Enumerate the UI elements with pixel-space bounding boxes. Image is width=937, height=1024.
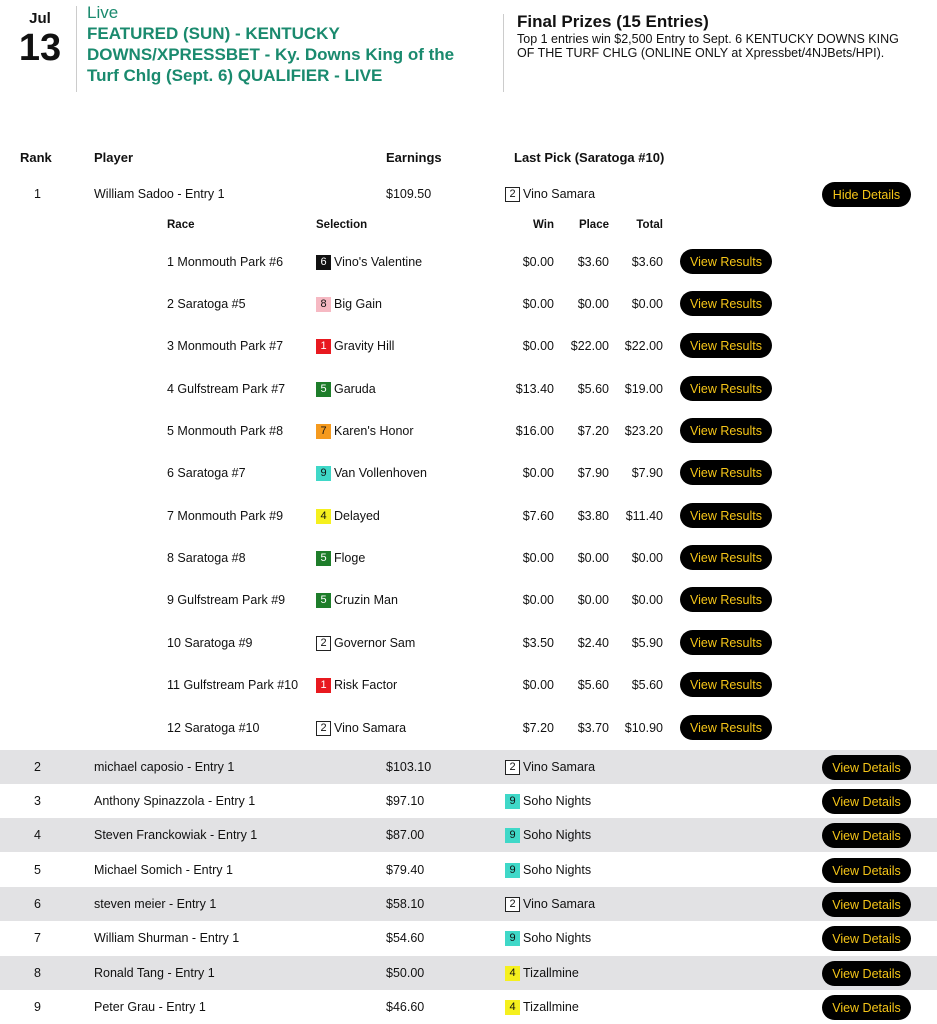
earnings: $54.60 (386, 931, 425, 945)
program-number-badge: 9 (505, 828, 520, 843)
detail-header-place: Place (578, 219, 609, 231)
place-amount: $3.80 (577, 509, 609, 523)
leaderboard-row (0, 853, 937, 887)
last-pick-horse: Soho Nights (523, 931, 592, 945)
program-number-badge: 4 (316, 509, 331, 524)
place-amount: $5.60 (577, 678, 609, 692)
place-amount: $5.60 (577, 382, 609, 396)
earnings: $103.10 (386, 760, 432, 774)
last-pick-horse: Tizallmine (523, 1000, 579, 1014)
selection (316, 325, 394, 367)
program-number-badge: 2 (505, 187, 520, 202)
earnings: $79.40 (386, 863, 425, 877)
rank: 7 (34, 931, 41, 945)
column-header-earnings: Earnings (386, 150, 442, 165)
live-status: Live (87, 3, 119, 22)
race-detail-row (0, 495, 937, 537)
leaderboard-row (0, 177, 937, 211)
win-amount: $13.40 (515, 382, 554, 396)
win-amount: $0.00 (522, 593, 554, 607)
view-details-button[interactable]: View Details (822, 823, 911, 848)
last-pick (505, 818, 591, 852)
selection (316, 368, 376, 410)
contest-title: FEATURED (SUN) - KENTUCKY DOWNS/XPRESSBET - Ky. Downs King of the Turf Chlg (Sept. 6) QUALIFIER - LIVE (87, 24, 455, 85)
contest-title-block (87, 3, 487, 86)
leaderboard-row (0, 921, 937, 955)
race-name: 9 Gulfstream Park #9 (167, 593, 286, 607)
leaderboard-row (0, 784, 937, 818)
total-amount: $23.20 (624, 424, 663, 438)
race-name: 2 Saratoga #5 (167, 297, 246, 311)
last-pick (505, 853, 591, 887)
program-number-badge: 8 (316, 297, 331, 312)
selection-horse: Risk Factor (334, 678, 398, 692)
selection-horse: Delayed (334, 509, 380, 523)
program-number-badge: 4 (505, 966, 520, 981)
rank: 2 (34, 760, 41, 774)
player-name: Michael Somich - Entry 1 (94, 863, 233, 877)
earnings: $97.10 (386, 794, 425, 808)
selection-horse: Van Vollenhoven (334, 466, 427, 480)
race-detail-row (0, 622, 937, 664)
player-name: steven meier - Entry 1 (94, 897, 217, 911)
divider (76, 6, 77, 92)
earnings: $46.60 (386, 1000, 425, 1014)
win-amount: $3.50 (522, 636, 554, 650)
program-number-badge: 7 (316, 424, 331, 439)
total-amount: $10.90 (624, 721, 663, 735)
view-results-button[interactable]: View Results (680, 460, 772, 485)
view-details-button[interactable]: View Details (822, 995, 911, 1020)
column-header-player: Player (94, 150, 134, 165)
last-pick (505, 177, 595, 211)
detail-header-win: Win (533, 219, 554, 231)
win-amount: $0.00 (522, 678, 554, 692)
contest-date (18, 10, 62, 67)
detail-header-total: Total (636, 219, 663, 231)
selection-horse: Big Gain (334, 297, 382, 311)
earnings: $109.50 (386, 187, 432, 201)
place-amount: $3.60 (577, 255, 609, 269)
race-name: 10 Saratoga #9 (167, 636, 253, 650)
total-amount: $0.00 (631, 593, 663, 607)
column-header-last-pick: Last Pick (Saratoga #10) (514, 150, 665, 165)
program-number-badge: 2 (316, 721, 331, 736)
view-details-button[interactable]: View Details (822, 961, 911, 986)
win-amount: $0.00 (522, 297, 554, 311)
race-detail-row (0, 241, 937, 283)
total-amount: $11.40 (625, 509, 663, 523)
player-name: michael caposio - Entry 1 (94, 760, 235, 774)
selection-horse: Gravity Hill (334, 339, 395, 353)
selection-horse: Karen's Honor (334, 424, 414, 438)
player-name: Peter Grau - Entry 1 (94, 1000, 206, 1014)
view-results-button[interactable]: View Results (680, 715, 772, 740)
rank: 5 (34, 863, 41, 877)
win-amount: $7.60 (522, 509, 554, 523)
place-amount: $22.00 (570, 339, 609, 353)
total-amount: $0.00 (631, 551, 663, 565)
place-amount: $0.00 (577, 551, 609, 565)
contest-header (0, 0, 937, 100)
race-name: 8 Saratoga #8 (167, 551, 246, 565)
player-name: William Shurman - Entry 1 (94, 931, 240, 945)
view-results-button[interactable]: View Results (680, 291, 772, 316)
program-number-badge: 6 (316, 255, 331, 270)
selection (316, 410, 414, 452)
race-detail-row (0, 283, 937, 325)
race-detail-row (0, 579, 937, 621)
last-pick-horse: Soho Nights (523, 794, 592, 808)
view-results-button[interactable]: View Results (680, 249, 772, 274)
selection (316, 707, 406, 749)
last-pick (505, 750, 595, 784)
place-amount: $2.40 (577, 636, 609, 650)
view-details-button[interactable]: View Details (822, 789, 911, 814)
race-name: 5 Monmouth Park #8 (167, 424, 284, 438)
race-name: 1 Monmouth Park #6 (167, 255, 284, 269)
program-number-badge: 1 (316, 339, 331, 354)
rank: 1 (34, 187, 41, 201)
race-name: 3 Monmouth Park #7 (167, 339, 284, 353)
race-name: 4 Gulfstream Park #7 (167, 382, 286, 396)
last-pick-horse: Vino Samara (523, 760, 596, 774)
last-pick (505, 784, 591, 818)
program-number-badge: 9 (505, 794, 520, 809)
prizes-description: Top 1 entries win $2,500 Entry to Sept. 6 KENTUCKY DOWNS KING OF THE TURF CHLG (ONLINE ONLY at Xpressbet/4NJBets/HPI). (517, 32, 899, 60)
player-name: Anthony Spinazzola - Entry 1 (94, 794, 256, 808)
program-number-badge: 1 (316, 678, 331, 693)
last-pick (505, 956, 579, 990)
total-amount: $5.90 (631, 636, 663, 650)
total-amount: $22.00 (624, 339, 663, 353)
win-amount: $0.00 (522, 551, 554, 565)
last-pick-horse: Vino Samara (523, 897, 596, 911)
earnings: $87.00 (386, 828, 425, 842)
program-number-badge: 5 (316, 382, 331, 397)
view-results-button[interactable]: View Results (680, 503, 772, 528)
race-name: 12 Saratoga #10 (167, 721, 260, 735)
divider (503, 14, 504, 92)
total-amount: $19.00 (624, 382, 663, 396)
selection (316, 495, 380, 537)
win-amount: $7.20 (522, 721, 554, 735)
view-details-button[interactable]: View Details (822, 858, 911, 883)
selection (316, 579, 398, 621)
detail-header-selection: Selection (316, 219, 368, 231)
last-pick-horse: Soho Nights (523, 828, 592, 842)
rank: 4 (34, 828, 41, 842)
win-amount: $16.00 (515, 424, 554, 438)
earnings: $50.00 (386, 966, 425, 980)
rank: 3 (34, 794, 41, 808)
race-detail-row (0, 368, 937, 410)
view-details-button[interactable]: View Details (822, 892, 911, 917)
selection-horse: Vino Samara (334, 721, 407, 735)
player-name: Steven Franckowiak - Entry 1 (94, 828, 258, 842)
program-number-badge: 2 (505, 760, 520, 775)
date-month: Jul (29, 10, 51, 27)
selection (316, 241, 422, 283)
program-number-badge: 9 (505, 931, 520, 946)
selection-horse: Governor Sam (334, 636, 416, 650)
race-name: 6 Saratoga #7 (167, 466, 246, 480)
race-detail-row (0, 537, 937, 579)
date-day: 13 (18, 27, 62, 69)
rank: 9 (34, 1000, 41, 1014)
view-results-button[interactable]: View Results (680, 545, 772, 570)
player-name: William Sadoo - Entry 1 (94, 187, 225, 201)
last-pick (505, 887, 595, 921)
program-number-badge: 5 (316, 593, 331, 608)
race-detail-row (0, 410, 937, 452)
place-amount: $0.00 (577, 593, 609, 607)
view-results-button[interactable]: View Results (680, 630, 772, 655)
selection (316, 537, 365, 579)
race-detail-row (0, 707, 937, 749)
view-details-button[interactable]: View Details (822, 926, 911, 951)
leaderboard-row (0, 818, 937, 852)
program-number-badge: 2 (505, 897, 520, 912)
player-name: Ronald Tang - Entry 1 (94, 966, 215, 980)
place-amount: $7.90 (577, 466, 609, 480)
last-pick-horse: Tizallmine (523, 966, 579, 980)
leaderboard-row (0, 956, 937, 990)
program-number-badge: 9 (505, 863, 520, 878)
column-header-rank: Rank (20, 150, 52, 165)
selection-horse: Floge (334, 551, 366, 565)
program-number-badge: 9 (316, 466, 331, 481)
place-amount: $7.20 (577, 424, 609, 438)
leaderboard-row (0, 887, 937, 921)
place-amount: $3.70 (577, 721, 609, 735)
view-results-button[interactable]: View Results (680, 333, 772, 358)
view-results-button[interactable]: View Results (680, 672, 772, 697)
prizes-title: Final Prizes (15 Entries) (517, 12, 709, 31)
total-amount: $7.90 (631, 466, 663, 480)
race-detail-row (0, 452, 937, 494)
view-results-button[interactable]: View Results (680, 587, 772, 612)
leaderboard-row (0, 990, 937, 1024)
total-amount: $3.60 (631, 255, 663, 269)
rank: 8 (34, 966, 41, 980)
leaderboard-row (0, 750, 937, 784)
win-amount: $0.00 (522, 339, 554, 353)
place-amount: $0.00 (577, 297, 609, 311)
view-details-button[interactable]: View Details (822, 755, 911, 780)
selection-horse: Vino's Valentine (334, 255, 423, 269)
last-pick (505, 921, 591, 955)
total-amount: $0.00 (631, 297, 663, 311)
view-results-button[interactable]: View Results (680, 376, 772, 401)
selection-horse: Cruzin Man (334, 593, 398, 607)
race-detail-row (0, 664, 937, 706)
program-number-badge: 2 (316, 636, 331, 651)
race-detail-row (0, 325, 937, 367)
selection (316, 452, 427, 494)
total-amount: $5.60 (631, 678, 663, 692)
race-name: 11 Gulfstream Park #10 (167, 678, 299, 692)
earnings: $58.10 (386, 897, 425, 911)
program-number-badge: 4 (505, 1000, 520, 1015)
view-results-button[interactable]: View Results (680, 418, 772, 443)
last-pick-horse: Soho Nights (523, 863, 592, 877)
hide-details-button[interactable]: Hide Details (822, 182, 911, 207)
last-pick-horse: Vino Samara (523, 187, 596, 201)
selection (316, 283, 382, 325)
selection (316, 664, 397, 706)
win-amount: $0.00 (522, 255, 554, 269)
race-name: 7 Monmouth Park #9 (167, 509, 284, 523)
program-number-badge: 5 (316, 551, 331, 566)
rank: 6 (34, 897, 41, 911)
selection-horse: Garuda (334, 382, 376, 396)
selection (316, 622, 415, 664)
win-amount: $0.00 (522, 466, 554, 480)
last-pick (505, 990, 579, 1024)
detail-header-race: Race (167, 219, 195, 231)
prizes-block (517, 12, 917, 60)
